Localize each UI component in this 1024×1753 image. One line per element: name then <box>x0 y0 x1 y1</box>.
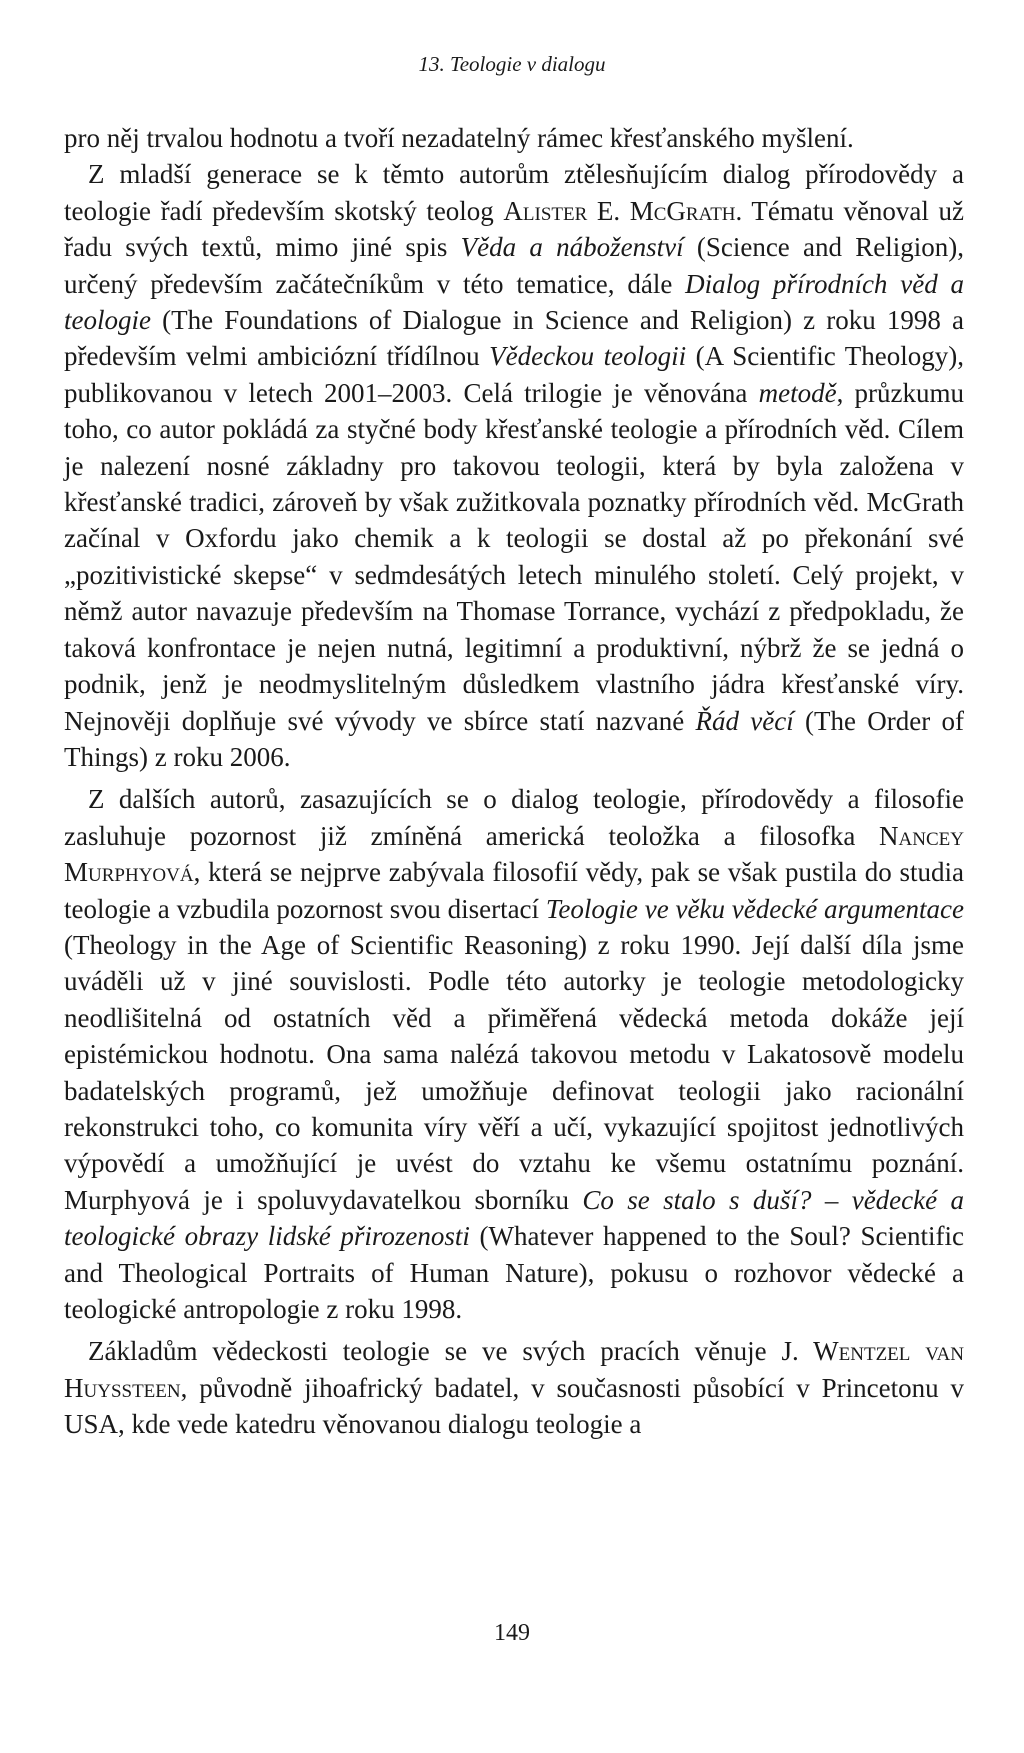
book-title-italic: Teologie ve věku vědecké argumentace <box>545 893 964 924</box>
text-run: . Tématu věnoval už řadu svých textů, mimo jiné spis <box>64 195 965 263</box>
author-name-murphyova: Nancey Murphyová <box>64 820 964 888</box>
text-run: (A Scientific Theology), publikovanou v letech 2001–2003. Celá trilogie je věnována <box>64 341 964 408</box>
book-title-italic: Řád věcí <box>695 705 794 736</box>
text-run: , průzkumu toho, co autor pokládá za styčné body křesťanské teologie a přírodních věd. Cílem je nalezení nosné základny pro takovou teologii, která by byla založena v křesťanské tradici, zároveň by však zužitkovala poznatky přírodních věd. McGrath začínal v Oxfordu jako chemik a k teologii se dostal až po překonání své „pozitivistické skepse“ v sedmdesátých letech minulého století. Celý projekt, v němž autor navazuje především na Thomase Torrance, vychází z předpokladu, že taková konfrontace je nejen nutná, legitimní a produktivní, nýbrž že se jedná o podnik, jenž je neodmyslitelným důsledkem vlastního jádra křesťanské víry. Nejnověji doplňuje své vývody ve sbírce statí nazvané <box>64 377 964 736</box>
page-number: 149 <box>494 1620 530 1646</box>
paragraph-1 <box>64 120 964 156</box>
book-title-italic: Dialog přírodních věd a teologie <box>64 268 965 336</box>
text-run: Z dalších autorů, zasazujících se o dialog teologie, přírodovědy a filosofie zasluhuje pozornost již zmíněná americká teoložka a filosofka <box>64 784 964 851</box>
paragraph-2 <box>64 156 964 775</box>
author-name-huyssteen: J. Wentzel van Huyssteen <box>64 1336 965 1403</box>
text-run: (The Order of Things) z roku 2006. <box>64 705 964 772</box>
text-run: , původně jihoafrický badatel, v současnosti působící v Princetonu v USA, kde vede katedru věnovanou dialogu teologie a <box>64 1372 964 1440</box>
text-run: Z mladší generace se k těmto autorům ztělesňujícím dialog přírodovědy a teologie řadí především skotský teolog <box>64 159 964 226</box>
text-run: (Science and Religion), určený především začátečníkům v této tematice, dále <box>64 232 964 299</box>
emphasis-italic: metodě <box>758 377 837 408</box>
text-run: (Theology in the Age of Scientific Reasoning) z roku 1990. Její další díla jsme uváděli už v jiné souvislosti. Podle této autorky je teologie metodologicky neodlišitelná od ostatních věd a přiměřená vědecká metoda dokáže její epistémickou hodnotu. Ona sama nalézá takovou metodu v Lakatosově modelu badatelských programů, jež umožňuje definovat teologii jako racionální rekonstrukci toho, co komunita víry věří a učí, vykazující spojitost jednotlivých výpovědí a umožňující je uvést do vztahu ke všemu ostatnímu poznání. Murphyová je i spoluvydavatelkou sborníku <box>64 929 964 1215</box>
text-run: (Whatever happened to the Soul? Scientific and Theological Portraits of Human Nature), pokusu o rozhovor vědecké a teologické antropologie z roku 1998. <box>64 1221 964 1324</box>
author-name-mcgrath: Alister E. McGrath <box>503 195 736 226</box>
book-title-italic: Vědeckou teologii <box>489 341 687 372</box>
text-run: Základům vědeckosti teologie se ve svých pracích věnuje <box>88 1336 782 1367</box>
paragraph-3 <box>64 781 964 1327</box>
book-title-italic: Věda a náboženství <box>460 232 684 263</box>
paragraph-4 <box>64 1333 964 1442</box>
running-head: 13. Teologie v dialogu <box>418 52 606 76</box>
text-run: , která se nejprve zabývala filosofií vědy, pak se však pustila do studia teologie a vzbudila pozornost svou disertací <box>64 857 964 924</box>
body-text <box>64 120 964 1443</box>
text-run: (The Foundations of Dialogue in Science and Religion) z roku 1998 a především velmi ambiciózní třídílnou <box>64 305 964 372</box>
book-title-italic: Co se stalo s duší? – vědecké a teologické obrazy lidské přirozenosti <box>64 1184 965 1252</box>
text-run: pro něj trvalou hodnotu a tvoří nezadatelný rámec křesťanského myšlení. <box>64 123 854 153</box>
